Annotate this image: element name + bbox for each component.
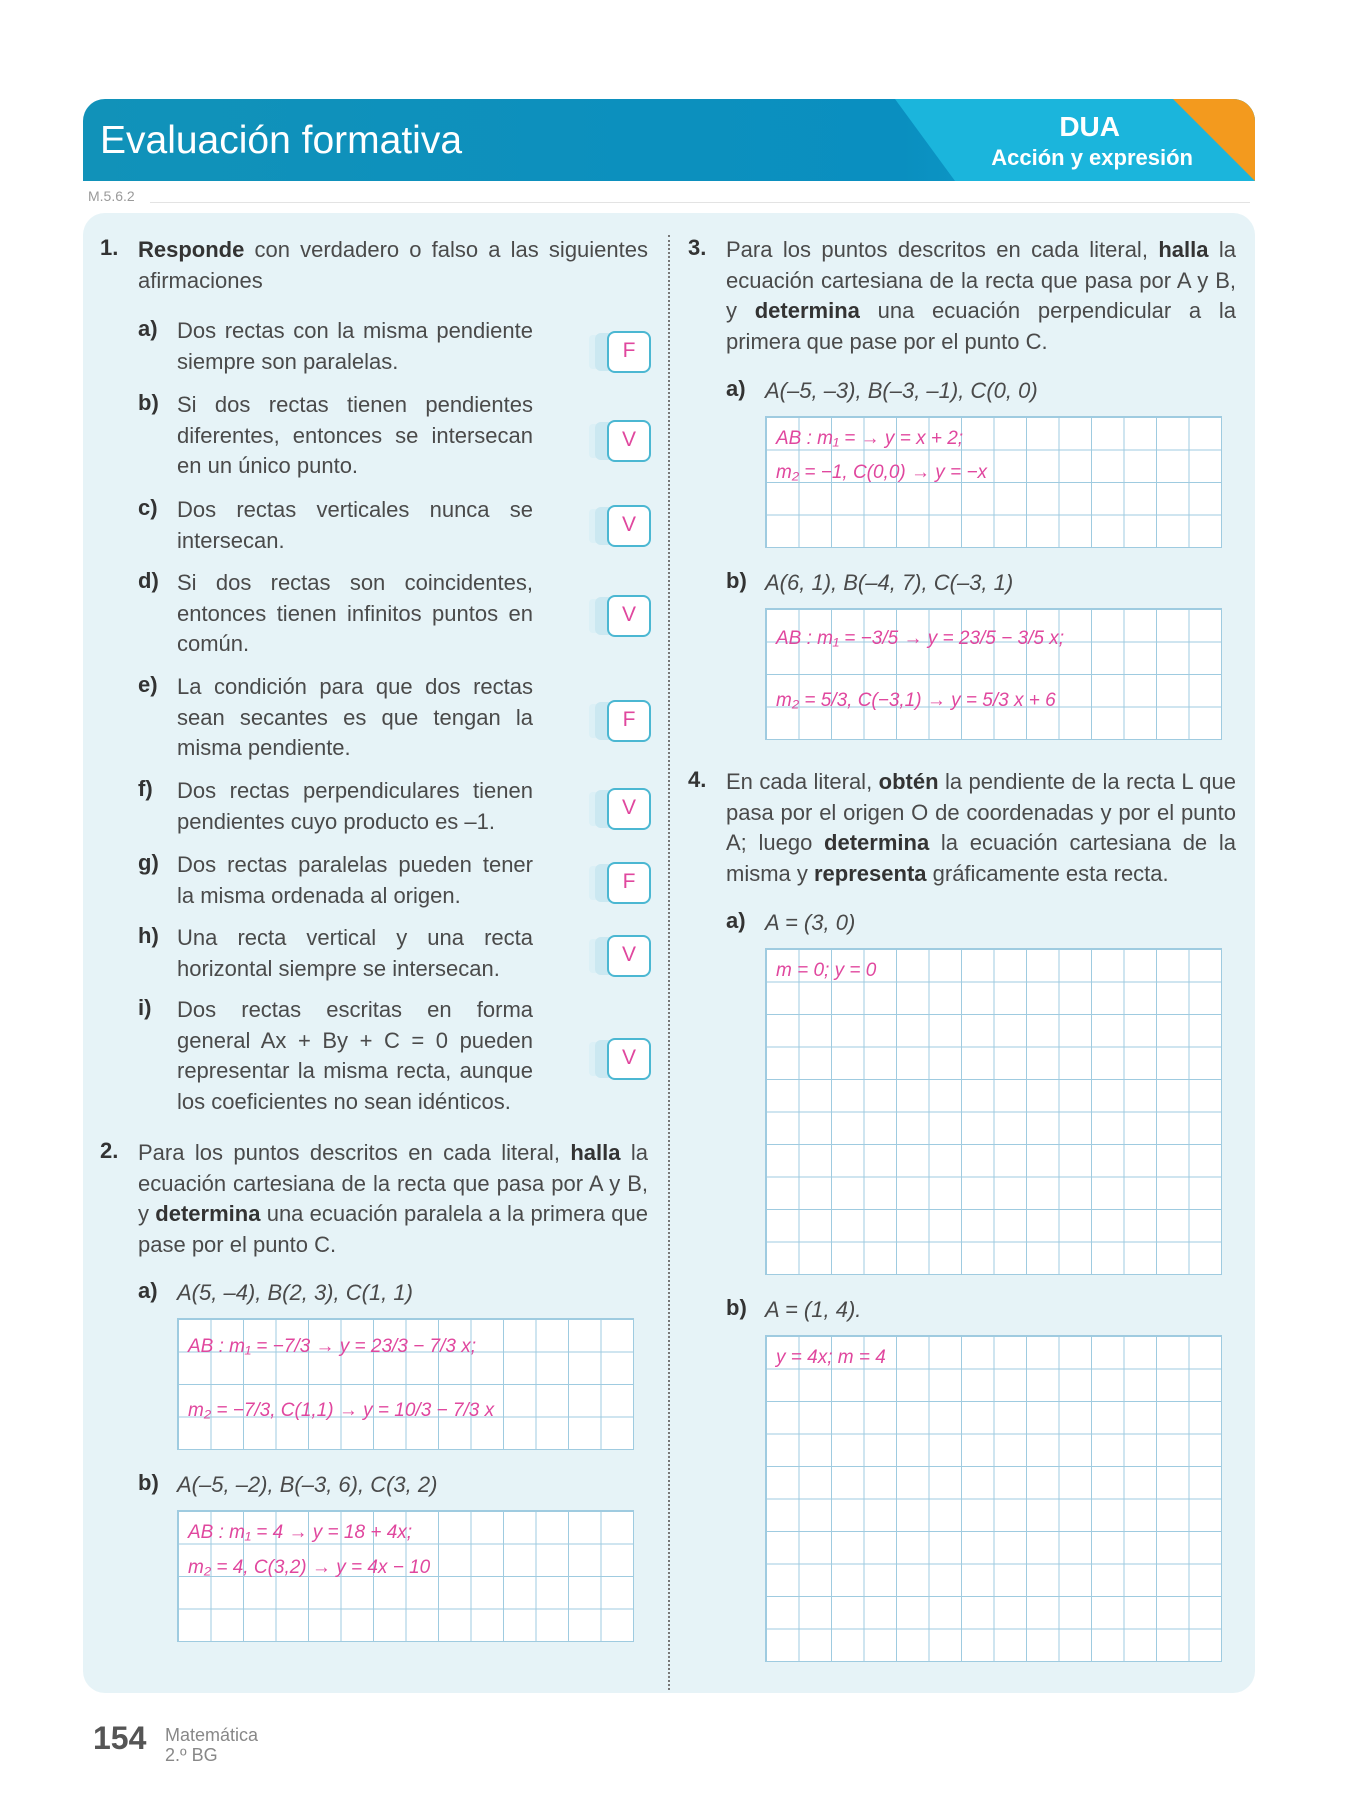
q2a-answer-line-2: m₂ = −7/3, C(1,1) → y = 10/3 − 7/3 x <box>188 1400 495 1421</box>
q1f-label: f) <box>138 776 153 801</box>
q3-verb-2: determina <box>754 298 860 323</box>
q4-text-a: En cada literal, <box>726 769 879 794</box>
q2-text-c: una ecuación paralela a la primera que pase por el punto C. <box>138 1201 648 1257</box>
q3-text-b: la ecuación cartesiana de la recta que pasa por A y B, y <box>726 237 1236 323</box>
q3-prompt <box>726 235 1236 357</box>
q1g-label: g) <box>138 850 159 875</box>
header-banner <box>83 99 1255 181</box>
q1h-label: h) <box>138 923 159 948</box>
q1f-text: Dos rectas perpendiculares tienen pendientes cuyo producto es –1. <box>177 778 533 834</box>
q1d-text: Si dos rectas son coincidentes, entonces tienen infinitos puntos en común. <box>177 570 533 656</box>
page-number: 154 <box>93 1720 147 1756</box>
q1a-answer-box[interactable]: F <box>607 331 651 373</box>
q1a-label: a) <box>138 316 158 341</box>
q4-text-d: gráficamente esta recta. <box>926 860 1169 886</box>
q1f-answer-box[interactable]: V <box>607 788 651 830</box>
q1b-label: b) <box>138 390 159 415</box>
q3a-answer-line-1: AB : m₁ = → y = x + 2; <box>776 428 964 449</box>
q4-verb-2: determina <box>824 830 930 855</box>
q1e-text: La condición para que dos rectas sean secantes es que tengan la misma pendiente. <box>177 674 533 760</box>
q1a-text: Dos rectas con la misma pendiente siempre son paralelas. <box>177 318 533 374</box>
q1c-label: c) <box>138 495 158 520</box>
q3a-label: a) <box>726 376 746 401</box>
q4b-label: b) <box>726 1295 747 1320</box>
q4b-answer: y = 4x; m = 4 <box>776 1347 886 1368</box>
q1b-answer-box[interactable]: V <box>607 420 651 462</box>
skill-code: M.5.6.2 <box>88 188 135 204</box>
q1c-text: Dos rectas verticales nunca se intersecan. <box>177 497 533 553</box>
q3b-answer-line-1: AB : m₁ = −3/5 → y = 23/5 − 3/5 x; <box>776 628 1064 649</box>
q2-text-a: Para los puntos descritos en cada literal, <box>138 1140 571 1165</box>
q2b-answer-line-1: AB : m₁ = 4 → y = 18 + 4x; <box>188 1522 413 1543</box>
q2-text-b: la ecuación cartesiana de la recta que pasa por A y B, y <box>138 1140 648 1226</box>
q2a-label: a) <box>138 1278 158 1303</box>
q4-prompt <box>726 767 1236 889</box>
footer-subject: Matemática <box>165 1725 259 1745</box>
q4-number: 4. <box>688 767 707 792</box>
q4b-point: A = (1, 4). <box>765 1297 862 1322</box>
q2b-label: b) <box>138 1470 159 1495</box>
q4-text-c: la ecuación cartesiana de la misma y <box>726 830 1236 886</box>
q1i-label: i) <box>138 995 152 1020</box>
q1-number: 1. <box>100 235 119 260</box>
q1g-answer-box[interactable]: F <box>607 862 651 904</box>
q1d-label: d) <box>138 568 159 593</box>
q3-number: 3. <box>688 235 707 260</box>
q4a-label: a) <box>726 908 746 933</box>
q2b-points: A(–5, –2), B(–3, 6), C(3, 2) <box>177 1472 438 1497</box>
q3-text-a: Para los puntos descritos en cada literal, <box>726 237 1159 262</box>
q1e-answer-box[interactable]: F <box>607 700 651 742</box>
q4a-answer-grid[interactable] <box>765 948 1222 1275</box>
q3-text-c: una ecuación perpendicular a la primera que pase por el punto C. <box>726 298 1236 354</box>
header-rule <box>150 202 1250 203</box>
q2a-answer-line-1: AB : m₁ = −7/3 → y = 23/3 − 7/3 x; <box>188 1336 476 1357</box>
q4-verb-1: obtén <box>878 769 939 794</box>
q2b-answer-line-2: m₂ = 4, C(3,2) → y = 4x − 10 <box>188 1557 431 1578</box>
q2-prompt <box>138 1138 648 1260</box>
q4a-answer: m = 0; y = 0 <box>776 960 877 981</box>
q1-prompt-text: con verdadero o falso a las siguientes afirmaciones <box>138 237 648 293</box>
q1h-text: Una recta vertical y una recta horizontal siempre se intersecan. <box>177 925 533 981</box>
q2-verb-1: halla <box>570 1140 621 1165</box>
q3-verb-1: halla <box>1158 237 1209 262</box>
q1-verb: Responde <box>138 237 245 262</box>
column-divider <box>668 235 670 1690</box>
q4b-answer-grid[interactable] <box>765 1335 1222 1662</box>
q4a-point: A = (3, 0) <box>765 910 856 935</box>
footer-grade: 2.º BG <box>165 1745 218 1765</box>
q1-prompt <box>138 235 648 296</box>
q1b-text: Si dos rectas tienen pendientes diferentes, entonces se intersecan en un único punto. <box>177 392 533 478</box>
dua-label: DUA <box>1059 111 1120 142</box>
q1i-answer-box[interactable]: V <box>607 1038 651 1080</box>
q3a-answer-line-2: m₂ = −1, C(0,0) → y = −x <box>776 462 988 483</box>
q2-verb-2: determina <box>155 1201 261 1226</box>
q1c-answer-box[interactable]: V <box>607 505 651 547</box>
q2a-points: A(5, –4), B(2, 3), C(1, 1) <box>177 1280 413 1305</box>
q1i-text: Dos rectas escritas en forma general Ax + By + C = 0 pueden representar la misma recta, aunque los coeficientes no sean idénticos. <box>177 997 533 1114</box>
q2-number: 2. <box>100 1138 119 1163</box>
q1g-text: Dos rectas paralelas pueden tener la misma ordenada al origen. <box>177 852 533 908</box>
q3b-label: b) <box>726 568 747 593</box>
page-title: Evaluación formativa <box>100 119 463 162</box>
q4-text-b: la pendiente de la recta L que pasa por el origen O de coordenadas y por el punto A; luego <box>726 769 1236 855</box>
q3b-answer-line-2: m₂ = 5/3, C(−3,1) → y = 5/3 x + 6 <box>776 690 1056 711</box>
q1d-answer-box[interactable]: V <box>607 595 651 637</box>
q4-verb-3: representa <box>814 860 927 886</box>
q1e-label: e) <box>138 672 158 697</box>
dua-subtitle: Acción y expresión <box>991 145 1193 170</box>
q3b-points: A(6, 1), B(–4, 7), C(–3, 1) <box>765 570 1014 595</box>
q1h-answer-box[interactable]: V <box>607 935 651 977</box>
q3a-points: A(–5, –3), B(–3, –1), C(0, 0) <box>765 378 1038 403</box>
